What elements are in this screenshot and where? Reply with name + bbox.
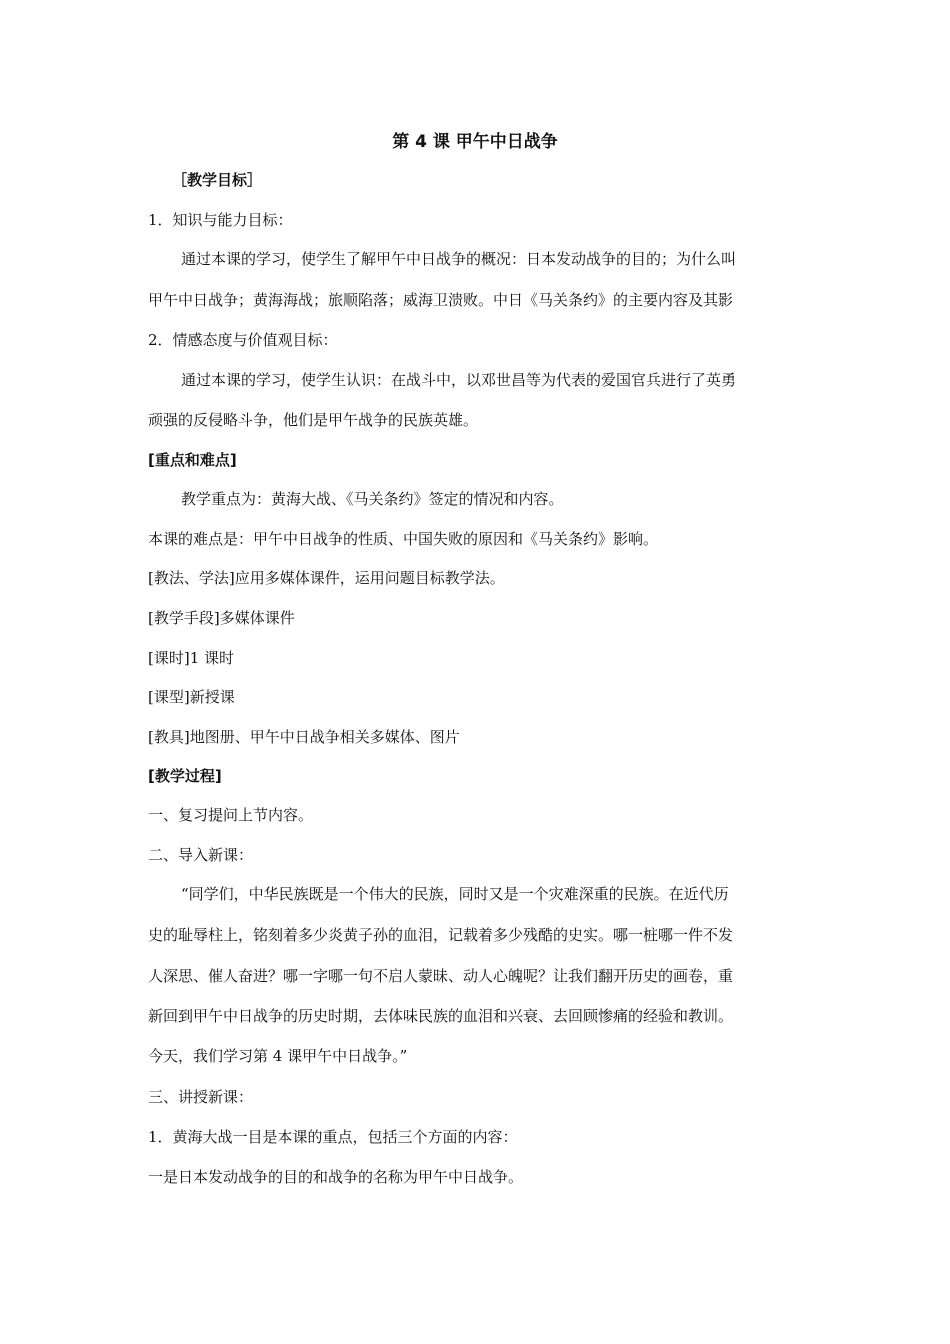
objective-1-text-line-1: 通过本课的学习，使学生了解甲午中日战争的概况：日本发动战争的目的；为什么叫 bbox=[181, 250, 737, 268]
process-heading: [教学过程] bbox=[148, 767, 222, 785]
key-focus-text: 教学重点为：黄海大战、《马关条约》签定的情况和内容。 bbox=[181, 490, 564, 508]
intro-line-2: 史的耻辱柱上，铭刻着多少炎黄子孙的血泪，记载着多少残酷的史实。哪一桩哪一件不发 bbox=[148, 926, 734, 944]
tools-text: [教具]地图册、甲午中日战争相关多媒体、图片 bbox=[148, 728, 460, 746]
intro-line-5: 今天，我们学习第 4 课甲午中日战争。” bbox=[148, 1047, 408, 1065]
objective-2-text-line-2: 顽强的反侵略斗争，他们是甲午战争的民族英雄。 bbox=[148, 411, 479, 429]
lesson-1-text: 1．黄海大战一目是本课的重点，包括三个方面的内容： bbox=[148, 1128, 518, 1146]
hours-text: [课时]1 课时 bbox=[148, 649, 235, 667]
key-difficulty-text: 本课的难点是：甲午中日战争的性质、中国失败的原因和《马关条约》影响。 bbox=[148, 530, 659, 548]
step-1-text: 一、复习提问上节内容。 bbox=[148, 806, 314, 824]
step-3-text: 三、讲授新课： bbox=[148, 1088, 254, 1106]
intro-line-3: 人深思、催人奋进？哪一字哪一句不启人蒙昧、动人心魄呢？让我们翻开历史的画卷，重 bbox=[148, 967, 734, 985]
intro-line-1: “同学们，中华民族既是一个伟大的民族，同时又是一个灾难深重的民族。在近代历 bbox=[181, 885, 729, 903]
method-text: [教法、学法]应用多媒体课件，运用问题目标教学法。 bbox=[148, 569, 505, 587]
type-text: [课型]新授课 bbox=[148, 688, 235, 706]
objective-2-text-line-1: 通过本课的学习，使学生认识：在战斗中，以邓世昌等为代表的爱国官兵进行了英勇 bbox=[181, 371, 737, 389]
page-title: 第 4 课 甲午中日战争 bbox=[392, 132, 558, 152]
key-points-heading: [重点和难点] bbox=[148, 451, 237, 469]
objective-1-label: 1．知识与能力目标： bbox=[148, 211, 293, 229]
objective-1-text-line-2: 甲午中日战争；黄海海战；旅顺陷落；威海卫溃败。中日《马关条约》的主要内容及其影 bbox=[148, 291, 734, 309]
means-text: [教学手段]多媒体课件 bbox=[148, 609, 295, 627]
lesson-1-a-text: 一是日本发动战争的目的和战争的名称为甲午中日战争。 bbox=[148, 1168, 524, 1186]
objective-2-label: 2．情感态度与价值观目标： bbox=[148, 331, 338, 349]
step-2-text: 二、导入新课： bbox=[148, 846, 254, 864]
intro-line-4: 新回到甲午中日战争的历史时期，去体味民族的血泪和兴衰、去回顾惨痛的经验和教训。 bbox=[148, 1007, 734, 1025]
objectives-heading: ［教学目标］ bbox=[172, 171, 263, 189]
